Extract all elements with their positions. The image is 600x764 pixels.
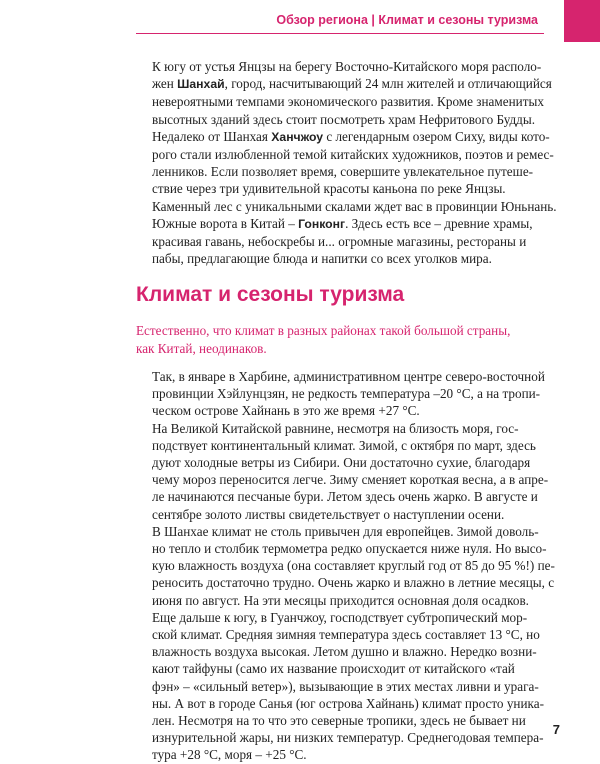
text-line [136,420,544,437]
text-run: лен. Несмотря на то что это северные тропики, здесь не бывает ни [152,713,526,729]
text-run: влажность воздуха высокая. Летом душно и влажно. Нередко возни- [152,644,537,660]
section-paragraph [136,609,544,764]
text-line [136,128,550,146]
text-line [136,471,549,488]
text-line [136,58,544,75]
header-divider [136,33,544,34]
text-line [136,163,544,180]
text-line [136,712,544,729]
text-line [136,746,544,763]
section-heading: Климат и сезоны туризма [136,283,405,306]
text-line [136,385,544,402]
lead-line: Естественно, что климат в разных районах такой большой страны, [136,323,511,338]
text-line [136,402,544,419]
text-line [136,609,544,626]
text-line [136,660,544,677]
intro-paragraph [136,128,557,215]
text-line [136,198,557,215]
text-run: тура +28 °С, моря – +25 °С. [152,747,307,763]
section-paragraph [136,368,544,420]
text-run: высотных зданий здесь стоит посмотреть храм Нефритового Будды. [152,111,536,127]
text-run: . Здесь есть все – древние храмы, [345,215,533,231]
text-line [136,557,555,574]
text-run: чему мороз переносится легче. Зиму сменяет короткая весна, а в апре- [152,472,549,488]
text-run: но тепло и столбик термометра редко опускается ниже нуля. Но высо- [152,541,547,557]
header-accent-tab [564,0,600,42]
text-line [136,643,544,660]
text-run: изнурительной жары, ни низких температур. Среднегодовая темпера- [152,730,544,746]
text-run: В Шанхае климат не столь привычен для европейцев. Зимой доволь- [152,523,539,539]
text-line [136,592,544,609]
text-run: жен [152,76,178,92]
text-run: На Великой Китайской равнине, несмотря на близость моря, гос- [152,420,519,436]
page-number: 7 [552,722,560,737]
text-run: сентябре золото листвы свидетельствует о наступлении осени. [152,506,505,522]
intro-paragraph [136,58,552,128]
text-run: дуют холодные ветры из Сибири. Они достаточно сухие, благодаря [152,455,531,471]
text-run: пабы, предлагающие блюда и напитки со всех уголков мира. [152,251,492,267]
text-line [136,146,554,163]
text-line [136,574,555,591]
lead-line: как Китай, неодинаков. [136,341,267,356]
section-lead [136,322,510,358]
text-line [136,215,544,233]
text-run: К югу от устья Янцзы на берегу Восточно-Китайского моря располо- [152,59,542,74]
text-line [136,540,547,557]
text-line [136,75,552,93]
text-run: , город, насчитывающий 24 млн жителей и отличающийся [224,76,552,92]
text-line [136,506,544,523]
text-line [136,454,544,471]
text-line [136,233,544,250]
text-run: красивая гавань, небоскребы и... огромные магазины, рестораны и [152,234,527,250]
text-run: ствие через три удивительной красоты каньона по реке Янцзы. [152,181,506,197]
section-paragraph [136,420,549,523]
text-run: с легендарным озером Сиху, виды кото- [323,128,550,144]
text-run: ленников. Если позволяет время, совершите увлекательное путеше- [152,164,534,180]
text-line [136,111,544,128]
text-run: фэн» – «сильный ветер»), вызывающие в этих местах ливни и урага- [152,678,539,694]
text-run: ле начинаются песчаные бури. Летом здесь очень жарко. В августе и [152,489,538,505]
text-run: Каменный лес с уникальными скалами ждет вас в провинции Юньнань. [152,198,557,214]
text-run: ны. А вот в городе Санья (юг острова Хайнань) климат просто уника- [152,695,544,711]
text-run: рого стали излюбленной темой китайских художников, поэтов и ремес- [152,147,554,163]
text-line [136,523,544,540]
text-run: Так, в январе в Харбине, административном центре северо-восточной [152,369,545,384]
text-run: кают тайфуны (само их название происходит от китайского «тай [152,661,515,677]
highlighted-place-name: Шанхай [177,77,225,92]
text-line [136,250,544,267]
intro-text-block [136,58,557,267]
climate-text-block [136,368,555,764]
text-run: Недалеко от Шанхая [152,128,272,144]
text-run: Еще дальше к югу, в Гуанчжоу, господствует субтропический мор- [152,609,528,625]
section-paragraph [136,523,555,609]
text-run: Южные ворота в Китай – [152,215,299,231]
text-run: ской климат. Средняя зимняя температура здесь составляет 13 °С, но [152,627,540,643]
text-line [136,488,544,505]
running-header-title: Обзор региона | Климат и сезоны туризма [276,13,538,27]
text-line [136,93,544,110]
text-line [136,678,544,695]
highlighted-place-name: Ханчжоу [271,129,324,144]
highlighted-place-name: Гонконг [298,216,346,231]
text-run: реносить достаточно трудно. Очень жарко и влажно в летние месяцы, с [152,575,555,591]
text-run: ческом острове Хайнань в это же время +27 °С. [152,403,420,419]
text-run: невероятными темпами экономического развития. Кроме знаменитых [152,94,544,110]
text-line [136,729,544,746]
text-line [136,695,544,712]
text-line [136,437,544,454]
text-run: кую влажность воздуха (она составляет круглый год от 85 до 95 %!) пе- [152,558,555,574]
text-line [136,368,544,385]
text-line [136,180,544,197]
text-run: провинции Хэйлунцзян, не редкость температура –20 °С, а на тропи- [152,386,541,402]
intro-paragraph [136,215,544,268]
text-run: подствует континентальный климат. Зимой, с октября по март, здесь [152,437,536,453]
text-line [136,626,544,643]
text-run: июня по август. На эти месяцы приходится основная доля осадков. [152,592,529,608]
